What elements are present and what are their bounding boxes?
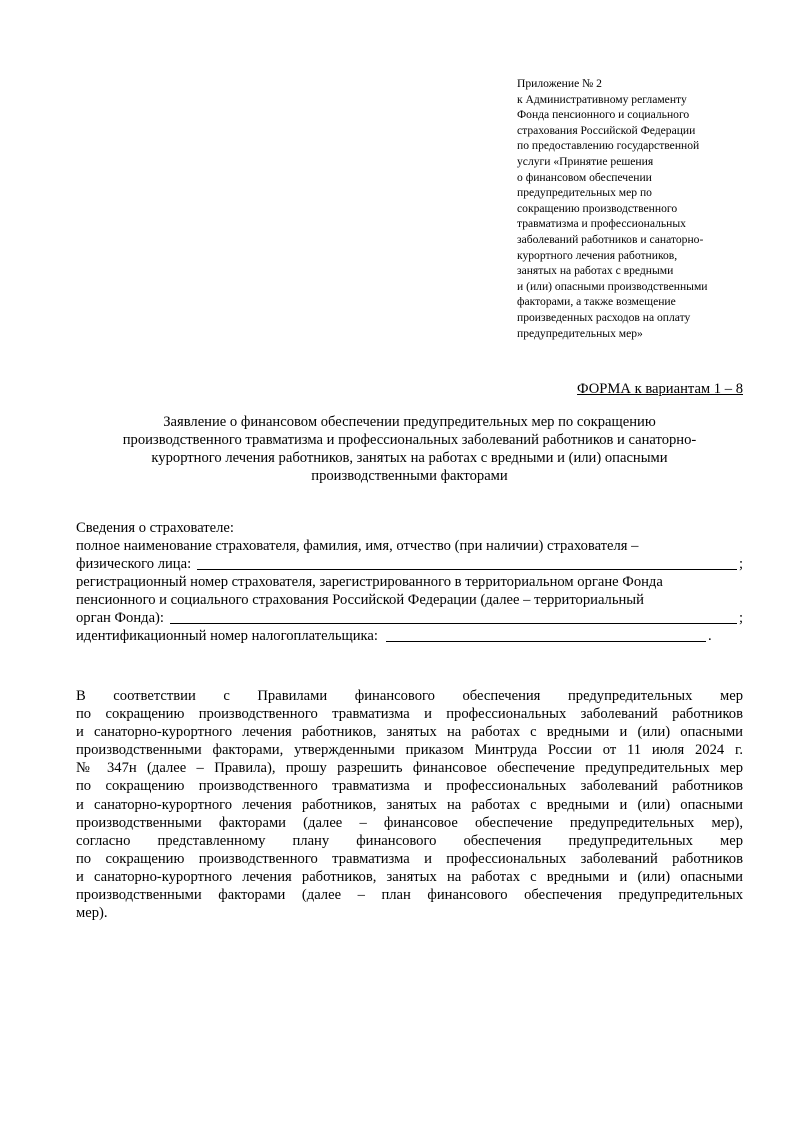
inn-label: идентификационный номер налогоплательщика: bbox=[76, 628, 378, 644]
inn-field[interactable] bbox=[386, 640, 706, 642]
reg-number-label-cont: пенсионного и социального страхования Российской Федерации (далее – территориальный bbox=[76, 592, 644, 608]
appendix-line: страхования Российской Федерации bbox=[517, 123, 696, 137]
paragraph-line: В соответствии с Правилами финансового обеспечения предупредительных мер bbox=[76, 688, 743, 704]
appendix-line: занятых на работах с вредными bbox=[517, 264, 674, 278]
insurer-info-section bbox=[76, 519, 743, 645]
appendix-line: заболеваний работников и санаторно- bbox=[517, 232, 704, 246]
form-label: ФОРМА к вариантам 1 – 8 bbox=[577, 381, 743, 397]
title-line: курортного лечения работников, занятых на работах с вредными и (или) опасными bbox=[151, 450, 668, 466]
paragraph-line: производственными факторами (далее – финансовое обеспечение предупредительных мер), bbox=[76, 814, 743, 831]
title-line: производственными факторами bbox=[311, 468, 508, 484]
appendix-line: травматизма и профессиональных bbox=[517, 217, 686, 231]
document-title bbox=[76, 413, 743, 485]
semicolon: ; bbox=[738, 610, 743, 626]
reg-number-field[interactable] bbox=[170, 622, 737, 624]
appendix-line: сокращению производственного bbox=[517, 201, 678, 215]
full-name-field[interactable] bbox=[197, 568, 737, 570]
paragraph-line: № 347н (далее – Правила), прошу разрешить финансовое обеспечение предупредительных мер bbox=[76, 760, 743, 777]
reg-number-row bbox=[76, 609, 743, 627]
reg-number-label-end: орган Фонда): bbox=[76, 610, 164, 626]
appendix-line: предупредительных мер по bbox=[517, 186, 652, 200]
appendix-line: курортного лечения работников, bbox=[517, 248, 678, 262]
semicolon: ; bbox=[738, 556, 743, 572]
request-paragraph bbox=[76, 687, 743, 922]
title-line: Заявление о финансовом обеспечении предупредительных мер по сокращению bbox=[163, 414, 656, 430]
appendix-line: факторами, а также возмещение bbox=[517, 295, 676, 309]
paragraph-line: по сокращению производственного травматизма и профессиональных заболеваний работников bbox=[76, 706, 743, 723]
period: . bbox=[707, 628, 712, 644]
paragraph-line: мер). bbox=[76, 905, 108, 922]
appendix-note bbox=[517, 76, 757, 341]
appendix-line: по предоставлению государственной bbox=[517, 139, 700, 153]
reg-number-label: регистрационный номер страхователя, зарегистрированного в территориальном органе Фонда bbox=[76, 574, 663, 590]
paragraph-line: и санаторно-курортного лечения работников, занятых на работах с вредными и (или) опасными bbox=[76, 868, 743, 885]
paragraph-line: и санаторно-курортного лечения работников, занятых на работах с вредными и (или) опасными bbox=[76, 724, 743, 741]
appendix-line: о финансовом обеспечении bbox=[517, 170, 652, 184]
paragraph-line: по сокращению производственного травматизма и профессиональных заболеваний работников bbox=[76, 778, 743, 795]
paragraph-line: и санаторно-курортного лечения работников, занятых на работах с вредными и (или) опасными bbox=[76, 796, 743, 813]
paragraph-line: согласно представленному плану финансового обеспечения предупредительных мер bbox=[76, 832, 743, 849]
title-line: производственного травматизма и профессиональных заболеваний работников и санаторно- bbox=[122, 432, 697, 448]
appendix-line: и (или) опасными производственными bbox=[517, 279, 708, 293]
full-name-label: полное наименование страхователя, фамилия, имя, отчество (при наличии) страхователя – bbox=[76, 538, 639, 554]
appendix-line: Приложение № 2 bbox=[517, 77, 602, 90]
appendix-line: предупредительных мер» bbox=[517, 326, 643, 340]
paragraph-line: производственными факторами (далее – план финансового обеспечения предупредительных bbox=[76, 887, 743, 904]
full-name-label-end: физического лица: bbox=[76, 556, 192, 572]
appendix-line: услуги «Принятие решения bbox=[517, 154, 654, 168]
appendix-line: Фонда пенсионного и социального bbox=[517, 108, 690, 122]
inn-row bbox=[76, 627, 743, 645]
full-name-row bbox=[76, 555, 743, 573]
appendix-line: произведенных расходов на оплату bbox=[517, 310, 691, 324]
paragraph-line: по сокращению производственного травматизма и профессиональных заболеваний работников bbox=[76, 850, 743, 867]
paragraph-line: производственными факторами, утвержденными приказом Минтруда России от 11 июля 2024 г. bbox=[76, 742, 743, 759]
appendix-line: к Административному регламенту bbox=[517, 92, 687, 106]
insurer-info-heading: Сведения о страхователе: bbox=[76, 520, 234, 536]
